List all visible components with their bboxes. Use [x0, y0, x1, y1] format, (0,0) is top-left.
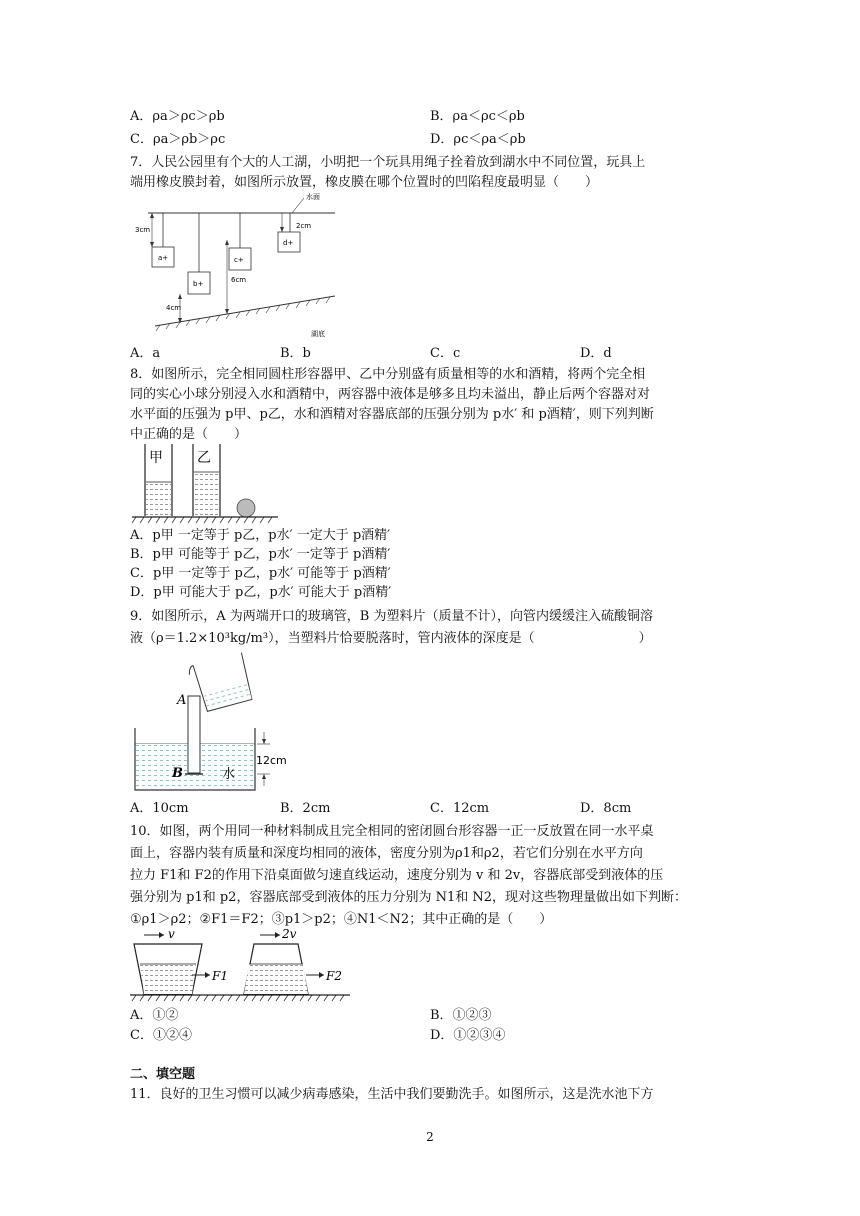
- q7-box-d: d+: [283, 239, 294, 247]
- q10-velocity-1: v: [168, 928, 175, 941]
- q8-figure: [130, 442, 280, 526]
- q7-option-d: D．d: [580, 346, 612, 361]
- q7-option-a: A．a: [130, 346, 161, 361]
- q9-label-b: B: [172, 766, 183, 781]
- q9-stem-line2: 液（ρ＝1.2×10³kg/m³），当塑料片恰要脱落时，管内液体的深度是（ ）: [130, 631, 652, 646]
- q7-depth-d: 2cm: [296, 222, 312, 230]
- q9-option-c: C．12cm: [430, 801, 490, 816]
- q8-stem-line3: 水平面的压强为 p甲、p乙，水和酒精对容器底部的压强分别为 p水′ 和 p酒精′，则下列判断: [130, 407, 654, 422]
- q7-water-label: 水面: [306, 193, 320, 201]
- q11-stem-line1: 11．良好的卫生习惯可以减少病毒感染，生活中我们要勤洗手。如图所示，这是洗水池下方: [130, 1087, 654, 1102]
- q10-force-2: F2: [326, 969, 342, 983]
- q8-label-jia: 甲: [149, 450, 163, 466]
- page-number: 2: [426, 1130, 434, 1144]
- q7-stem-line1: 7．人民公园里有个大的人工湖，小明把一个玩具用绳子拴着放到湖水中不同位置，玩具上: [130, 155, 646, 170]
- q10-force-1: F1: [212, 969, 228, 983]
- q10-figure: [130, 928, 350, 1006]
- q8-option-d: D．p甲 可能大于 p乙，p水′ 可能大于 p酒精′: [130, 585, 392, 600]
- q8-label-yi: 乙: [197, 450, 211, 466]
- q8-stem-line2: 同的实心小球分别浸入水和酒精中，两容器中液体是够多且均未溢出，静止后两个容器对对: [130, 387, 651, 402]
- q7-option-c: C．c: [430, 346, 461, 361]
- q9-label-a: A: [177, 693, 187, 708]
- q7-stem-line2: 端用橡皮膜封着，如图所示放置，橡皮膜在哪个位置时的凹陷程度最明显（ ）: [130, 175, 599, 190]
- q10-option-c: C．①②④: [130, 1028, 192, 1043]
- q7-option-b: B．b: [280, 346, 311, 361]
- q7-depth-c: 6cm: [231, 276, 247, 284]
- q10-stem-line3: 拉力 F1和 F2的作用下沿桌面做匀速直线运动，速度分别为 v 和 2v，容器底部受到液体的压: [130, 868, 664, 883]
- q9-depth-label: 12cm: [256, 754, 287, 767]
- q9-label-water: 水: [222, 767, 236, 782]
- q7-box-c: c+: [234, 256, 244, 264]
- q6-option-d: D．ρc＜ρa＜ρb: [430, 132, 526, 147]
- q10-option-d: D．①②③④: [430, 1028, 506, 1043]
- section-2-heading: 二、填空题: [130, 1067, 196, 1082]
- q7-bottom-label: 湖底: [311, 330, 325, 338]
- q7-box-b: b+: [193, 280, 204, 288]
- q8-option-a: A．p甲 一定等于 p乙，p水′ 一定大于 p酒精′: [130, 528, 391, 543]
- q7-depth-b: 4cm: [166, 304, 182, 312]
- q10-option-a: A．①②: [130, 1008, 179, 1023]
- q10-stem-line1: 10．如图，两个用同一种材料制成且完全相同的密闭圆台形容器一正一反放置在同一水平桌: [130, 824, 654, 839]
- q9-stem-line1: 9．如图所示，A 为两端开口的玻璃管，B 为塑料片（质量不计），向管内缓缓注入硫酸铜溶: [130, 609, 653, 624]
- q6-option-a: A．ρa＞ρc＞ρb: [130, 109, 225, 124]
- q10-stem-line4: 强分别为 p1和 p2，容器底部受到液体的压力分别为 N1和 N2，现对这些物理量做出如下判断：: [130, 890, 688, 905]
- q10-stem-line2: 面上，容器内装有质量和深度均相同的液体，密度分别为ρ1和ρ2，若它们分别在水平方向: [130, 846, 643, 861]
- q7-box-a: a+: [158, 254, 169, 262]
- q6-option-b: B．ρa＜ρc＜ρb: [430, 109, 525, 124]
- q10-stem-line5: ①ρ1＞ρ2；②F1＝F2；③p1＞p2；④N1＜N2；其中正确的是（ ）: [130, 912, 553, 927]
- q8-option-b: B．p甲 可能等于 p乙，p水′ 一定等于 p酒精′: [130, 547, 391, 562]
- q8-stem-line4: 中正确的是（ ）: [130, 427, 248, 442]
- q8-option-c: C．p甲 一定等于 p乙，p水′ 可能等于 p酒精′: [130, 566, 391, 581]
- q7-depth-a: 3cm: [135, 226, 151, 234]
- q9-figure: [130, 648, 300, 798]
- q7-figure: [130, 190, 350, 340]
- q10-option-b: B．①②③: [430, 1008, 492, 1023]
- q9-option-b: B．2cm: [280, 801, 331, 816]
- q6-option-c: C．ρa＞ρb＞ρc: [130, 132, 226, 147]
- q10-velocity-2: 2v: [282, 928, 297, 941]
- q8-stem-line1: 8．如图所示，完全相同圆柱形容器甲、乙中分别盛有质量相等的水和酒精，将两个完全相: [130, 367, 646, 382]
- q9-option-d: D．8cm: [580, 801, 632, 816]
- q9-option-a: A．10cm: [130, 801, 189, 816]
